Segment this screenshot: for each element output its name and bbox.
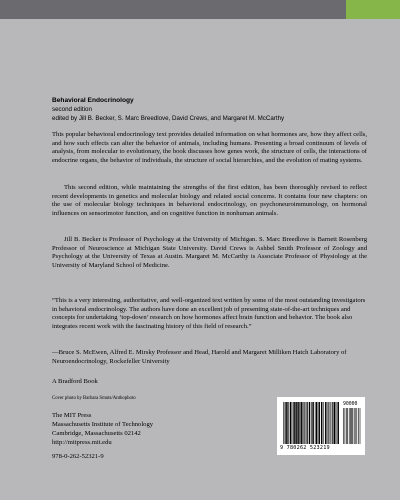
isbn: 978-0-262-52321-9: [52, 453, 104, 460]
barcode-digits: 9 780262 523219: [280, 445, 330, 451]
book-title: Behavioral Endocrinology: [52, 97, 134, 104]
author-bios-paragraph: Jill B. Becker is Professor of Psychology at the University of Michigan. S. Marc Breedlove is Barnett Rosenberg Professor of Neuroscience at Michigan State University. David Crews is Ashbel Smith Professor of Zoology and Psychology at the University of Texas at Austin. Margaret M. McCarthy is Associate Professor of Physiology at the University of Maryland School of Medicine.: [52, 236, 367, 269]
accent-bar: [346, 0, 400, 19]
imprint: A Bradford Book: [52, 378, 98, 385]
top-band: [0, 0, 400, 19]
publisher-url[interactable]: http://mitpress.mit.edu: [52, 439, 112, 446]
publisher-institution: Massachusetts Institute of Technology: [52, 421, 154, 428]
barcode-addon-digits: 90000: [343, 402, 358, 407]
cover-credit: Cover photo by Barbara Smuts/Anthophoto: [52, 396, 136, 401]
barcode-bars: [283, 402, 339, 444]
description-paragraph-2: This second edition, while maintaining the strengths of the first edition, has been thoroughly revised to reflect recent developments in genetics and molecular biology and related social concerns. It contains four new chapters: on the use of molecular biology techniques in behavioral endocrinology, on psychoneuroimmunology, on hormonal influences on sensorimotor function, and on cognitive function in nonhuman animals.: [52, 184, 367, 217]
endorsement-attribution: —Bruce S. McEwen, Alfred E. Mirsky Professor and Head, Harold and Margaret Milliken Hatch Laboratory of Neuroendocrinology, Rockefeller University: [52, 349, 347, 365]
publisher-city: Cambridge, Massachusetts 02142: [52, 430, 141, 437]
description-paragraph-1: This popular behavioral endocrinology text provides detailed information on what hormones are, how they affect cells, and how such effects can alter the behavior of animals, including humans. Presenting a broad continuum of levels of analysis, from molecular to evolutionary, the book discusses how genes work, the structure of cells, the interactions of endocrine organs, the behavior of individuals, the structure of social hierarchies, and the evolution of mating systems.: [52, 131, 367, 164]
barcode-addon-bars: [343, 408, 361, 444]
publisher-name: The MIT Press: [52, 412, 92, 419]
book-editors: edited by Jill B. Becker, S. Marc Breedlove, David Crews, and Margaret M. McCarthy: [52, 115, 285, 122]
endorsement-quote: “This is a very interesting, authoritative, and well-organized text written by some of the most outstanding investigators in behavioral endocrinology. The authors have done an excellent job of presenting state-of-the-art techniques and concepts for undertaking ‘top-down’ research on how hormones affect brain function and behavior. The book also integrates recent work with the fascinating history of this field of research.”: [52, 297, 366, 330]
book-edition: second edition: [52, 106, 92, 113]
isbn-barcode: [277, 397, 365, 455]
